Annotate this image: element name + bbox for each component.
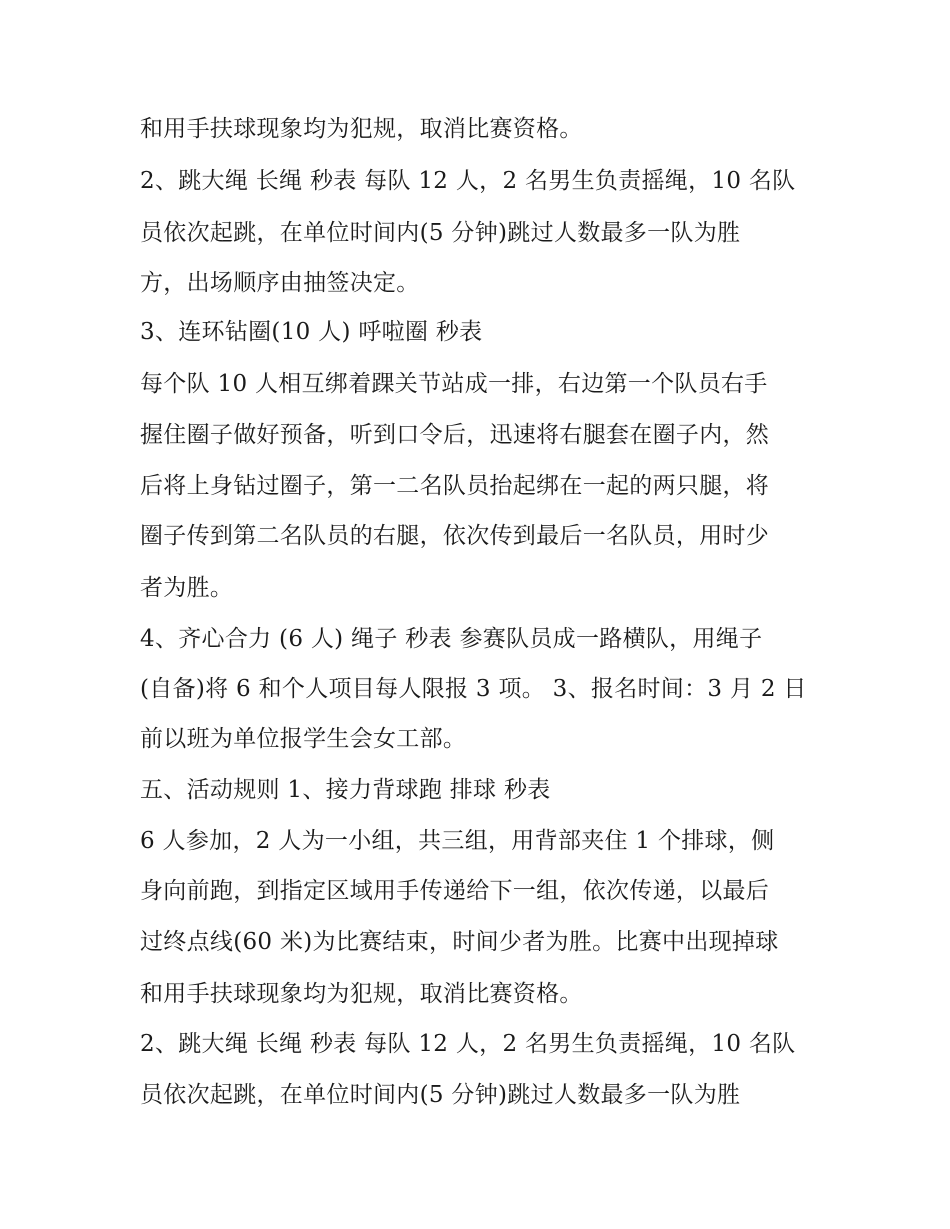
text-line: 员依次起跳，在单位时间内(5 分钟)跳过人数最多一队为胜 [140,1082,741,1108]
text-line: 2、跳大绳 长绳 秒表 每队 12 人，2 名男生负责摇绳，10 名队 [140,168,796,194]
text-line: 方，出场顺序由抽签决定。 [140,270,420,296]
text-line: 后将上身钻过圈子，第一二名队员抬起绑在一起的两只腿，将 [140,473,770,499]
text-line: 4、齐心合力 (6 人) 绳子 秒表 参赛队员成一路横队，用绳子 [140,626,763,652]
text-line: 圈子传到第二名队员的右腿，依次传到最后一名队员，用时少 [140,523,770,549]
text-line: 和用手扶球现象均为犯规，取消比赛资格。 [140,116,583,142]
text-line: 前以班为单位报学生会女工部。 [140,726,467,752]
text-line: 3、连环钻圈(10 人) 呼啦圈 秒表 [140,319,483,345]
text-line: 五、活动规则 1、接力背球跑 排球 秒表 [140,777,551,803]
text-line: 过终点线(60 米)为比赛结束，时间少者为胜。比赛中出现掉球 [140,929,779,955]
text-line: 员依次起跳，在单位时间内(5 分钟)跳过人数最多一队为胜 [140,220,741,246]
text-line: 每个队 10 人相互绑着踝关节站成一排，右边第一个队员右手 [140,371,768,397]
text-line: 握住圈子做好预备，听到口令后，迅速将右腿套在圈子内，然 [140,422,770,448]
text-line: 6 人参加，2 人为一小组，共三组，用背部夹住 1 个排球，侧 [140,828,775,854]
text-line: (自备)将 6 和个人项目每人限报 3 项。 3、报名时间：3 月 2 日 [140,676,807,702]
text-line: 身向前跑，到指定区域用手传递给下一组，依次传递，以最后 [140,878,770,904]
text-line: 和用手扶球现象均为犯规，取消比赛资格。 [140,981,583,1007]
text-line: 者为胜。 [140,575,234,601]
text-line: 2、跳大绳 长绳 秒表 每队 12 人，2 名男生负责摇绳，10 名队 [140,1031,796,1057]
